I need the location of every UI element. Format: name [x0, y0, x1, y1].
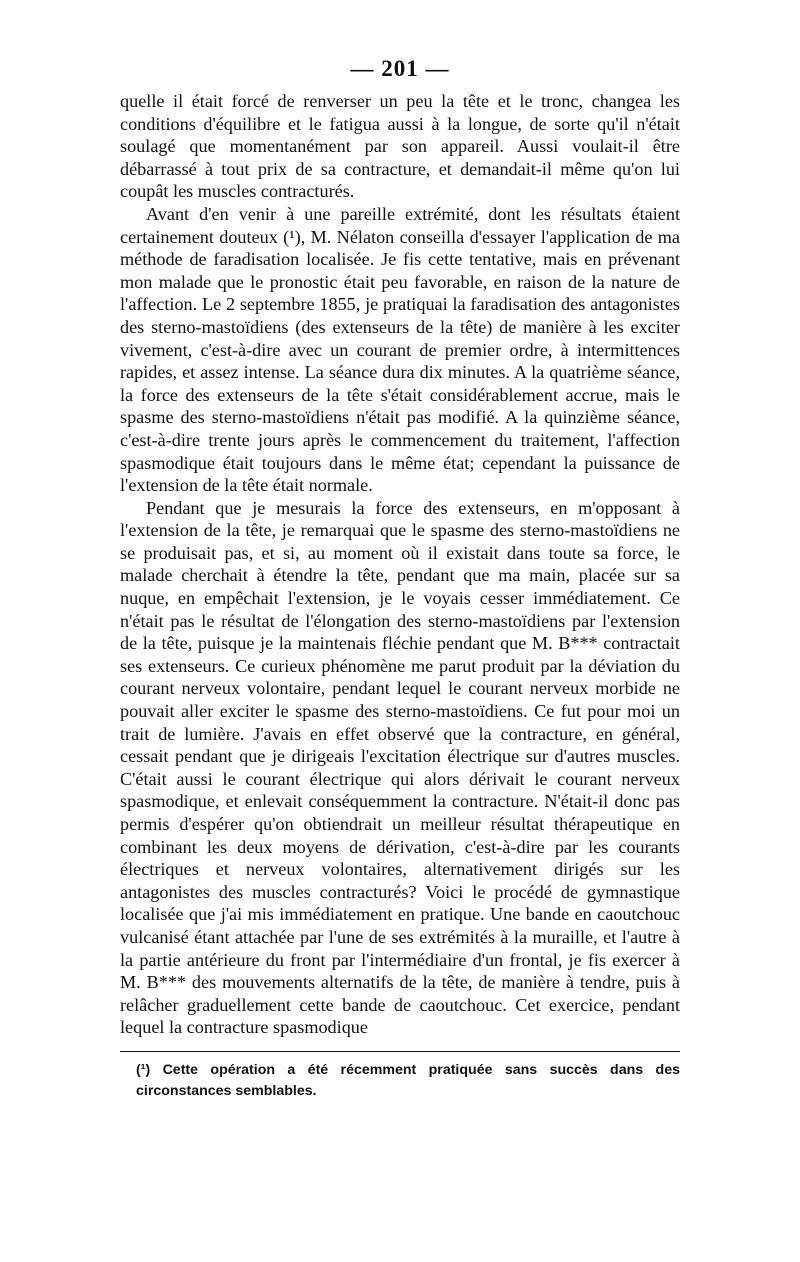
book-page: [120, 56, 680, 1102]
footnote-text: Cette opération a été récemment pratiquée sans succès dans des circonstances semblables.: [136, 1061, 680, 1099]
paragraph: Avant d'en venir à une pareille extrémité, dont les résultats étaient certainement douteux (¹), M. Nélaton conseilla d'essayer l'application de ma méthode de faradisation localisée. Je fis cette tentative, mais en prévenant mon malade que le pronostic était peu favorable, en raison de la nature de l'affection. Le 2 septembre 1855, je pratiquai la faradisation des antagonistes des sterno-mastoïdiens (des extenseurs de la tête) de manière à les exciter vivement, c'est-à-dire avec un courant de premier ordre, à intermittences rapides, et assez intense. La séance dura dix minutes. A la quatrième séance, la force des extenseurs de la tête s'était considérablement accrue, mais le spasme des sterno-mastoïdiens n'était pas modifié. A la quinzième séance, c'est-à-dire trente jours après le commencement du traitement, l'affection spasmodique était toujours dans le même état; cependant la puissance de l'extension de la tête était normale.: [120, 203, 680, 496]
page-number: — 201 —: [350, 56, 450, 81]
paragraph-continuation: quelle il était forcé de renverser un peu la tête et le tronc, changea les conditions d'équilibre et le fatigua aussi à la longue, de sorte qu'il n'était soulagé que momentanément par son appareil. Aussi voulait-il être débarrassé à tout prix de sa contracture, et demandait-il même qu'on lui coupât les muscles contracturés.: [120, 91, 680, 202]
body-text: [120, 90, 680, 1039]
footnote-marker: (¹): [136, 1061, 151, 1078]
paragraph: Pendant que je mesurais la force des extenseurs, en m'opposant à l'extension de la tête, je remarquai que le spasme des sterno-mastoïdiens ne se produisait pas, et si, au moment où il existait dans toute sa force, le malade cherchait à étendre la tête, pendant que ma main, placée sur sa nuque, en empêchait l'extension, je le voyais cesser immédiatement. Ce n'était pas le résultat de l'élongation des sterno-mastoïdiens par l'extension de la tête, puisque je la maintenais fléchie pendant que M. B*** contractait ses extenseurs. Ce curieux phénomène me parut produit par la déviation du courant nerveux volontaire, pendant lequel le courant nerveux morbide ne pouvait aller exciter le spasme des sterno-mastoïdiens. Ce fut pour moi un trait de lumière. J'avais en effet observé que la contracture, en général, cessait pendant que je dirigeais l'excitation électrique sur d'autres muscles. C'était aussi le courant électrique qui alors dérivait le courant nerveux spasmodique, et enlevait conséquemment la contracture. N'était-il donc pas permis d'espérer qu'on obtiendrait un meilleur résultat thérapeutique en combinant les deux moyens de dérivation, c'est-à-dire par les courants électriques et nerveux volontaires, alternativement dirigés sur les antagonistes des muscles contracturés? Voici le procédé de gymnastique localisée que j'ai mis immédiatement en pratique. Une bande en caoutchouc vulcanisé étant attachée par l'une de ses extrémités à la muraille, et l'autre à la partie antérieure du front par l'intermédiaire d'un frontal, je fis exercer à M. B*** des mouvements alternatifs de la tête, de manière à tendre, puis à relâcher graduellement cette bande de caoutchouc. Cet exercice, pendant lequel la contracture spasmodique: [120, 497, 680, 1038]
footnote: [120, 1060, 680, 1102]
footnote-divider: [120, 1051, 680, 1052]
